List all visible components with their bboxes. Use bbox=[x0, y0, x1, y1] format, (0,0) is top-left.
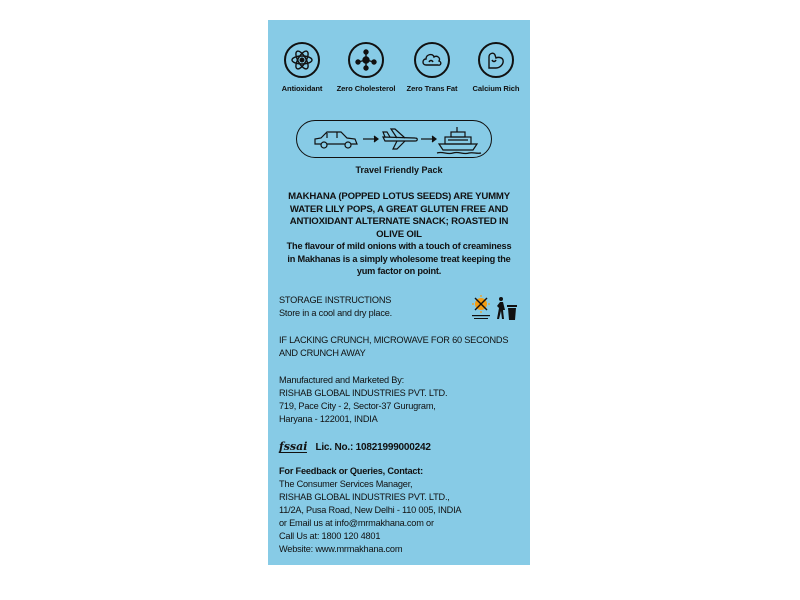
badge-calcium-rich bbox=[464, 42, 528, 93]
crunch-tip: IF LACKING CRUNCH, MICROWAVE FOR 60 SECONDS AND CRUNCH AWAY bbox=[279, 335, 509, 358]
badge-antioxidant bbox=[270, 42, 334, 93]
airplane-icon bbox=[383, 129, 417, 149]
manufacturer-name: RISHAB GLOBAL INDUSTRIES PVT. LTD. bbox=[279, 388, 448, 398]
badge-label: Zero Trans Fat bbox=[406, 84, 458, 93]
manufacturer-address-line: Haryana - 122001, INDIA bbox=[279, 414, 378, 424]
package-back-panel bbox=[268, 20, 530, 565]
flavour-description: The flavour of mild onions with a touch of creaminess in Makhanas is a simply wholesome treat keeping the yum factor on point. bbox=[286, 241, 512, 276]
arrow-icon bbox=[421, 136, 436, 142]
storage-text: Store in a cool and dry place. bbox=[279, 308, 392, 318]
badge-label: Calcium Rich bbox=[472, 84, 520, 93]
manufacturer-info bbox=[279, 374, 519, 426]
travel-label: Travel Friendly Pack bbox=[355, 165, 443, 175]
travel-friendly-graphic bbox=[296, 120, 492, 158]
feedback-line: 11/2A, Pusa Road, New Delhi - 110 005, INDIA bbox=[279, 505, 462, 515]
feedback-website: Website: www.mrmakhana.com bbox=[279, 544, 403, 554]
feedback-contact bbox=[279, 465, 519, 556]
manufacturer-address-line: 719, Pace City - 2, Sector-37 Gurugram, bbox=[279, 401, 436, 411]
feedback-line: RISHAB GLOBAL INDUSTRIES PVT. LTD., bbox=[279, 492, 450, 502]
atom-icon bbox=[284, 42, 320, 78]
cloud-icon bbox=[414, 42, 450, 78]
ship-icon bbox=[437, 127, 481, 154]
manufacturer-heading: Manufactured and Marketed By: bbox=[279, 375, 404, 385]
feedback-phone: Call Us at: 1800 120 4801 bbox=[279, 531, 381, 541]
feedback-line: The Consumer Services Manager, bbox=[279, 479, 413, 489]
product-headline: MAKHANA (POPPED LOTUS SEEDS) ARE YUMMY WATER LILY POPS, A GREAT GLUTEN FREE AND ANTIOXIDANT ALTERNATE SNACK; ROASTED IN OLIVE OIL bbox=[288, 191, 510, 240]
fssai-license bbox=[279, 438, 431, 456]
fssai-logo: fssai bbox=[279, 440, 308, 453]
flexed-arm-icon bbox=[478, 42, 514, 78]
feedback-email: or Email us at info@mrmakhana.com or bbox=[279, 518, 434, 528]
dispose-in-bin-icon bbox=[497, 297, 517, 320]
license-number: Lic. No.: 10821999000242 bbox=[315, 441, 431, 453]
storage-title: STORAGE INSTRUCTIONS bbox=[279, 295, 392, 305]
no-sunlight-icon bbox=[472, 295, 490, 319]
badge-zero-trans-fat bbox=[400, 42, 464, 93]
feature-badges bbox=[268, 42, 530, 112]
badge-label: Zero Cholesterol bbox=[336, 84, 396, 93]
feedback-heading: For Feedback or Queries, Contact: bbox=[279, 466, 424, 476]
molecule-icon bbox=[348, 42, 384, 78]
car-icon bbox=[315, 132, 357, 148]
badge-label: Antioxidant bbox=[281, 84, 323, 93]
arrow-icon bbox=[363, 136, 378, 142]
badge-zero-cholesterol bbox=[334, 42, 398, 93]
storage-symbols bbox=[470, 294, 520, 324]
